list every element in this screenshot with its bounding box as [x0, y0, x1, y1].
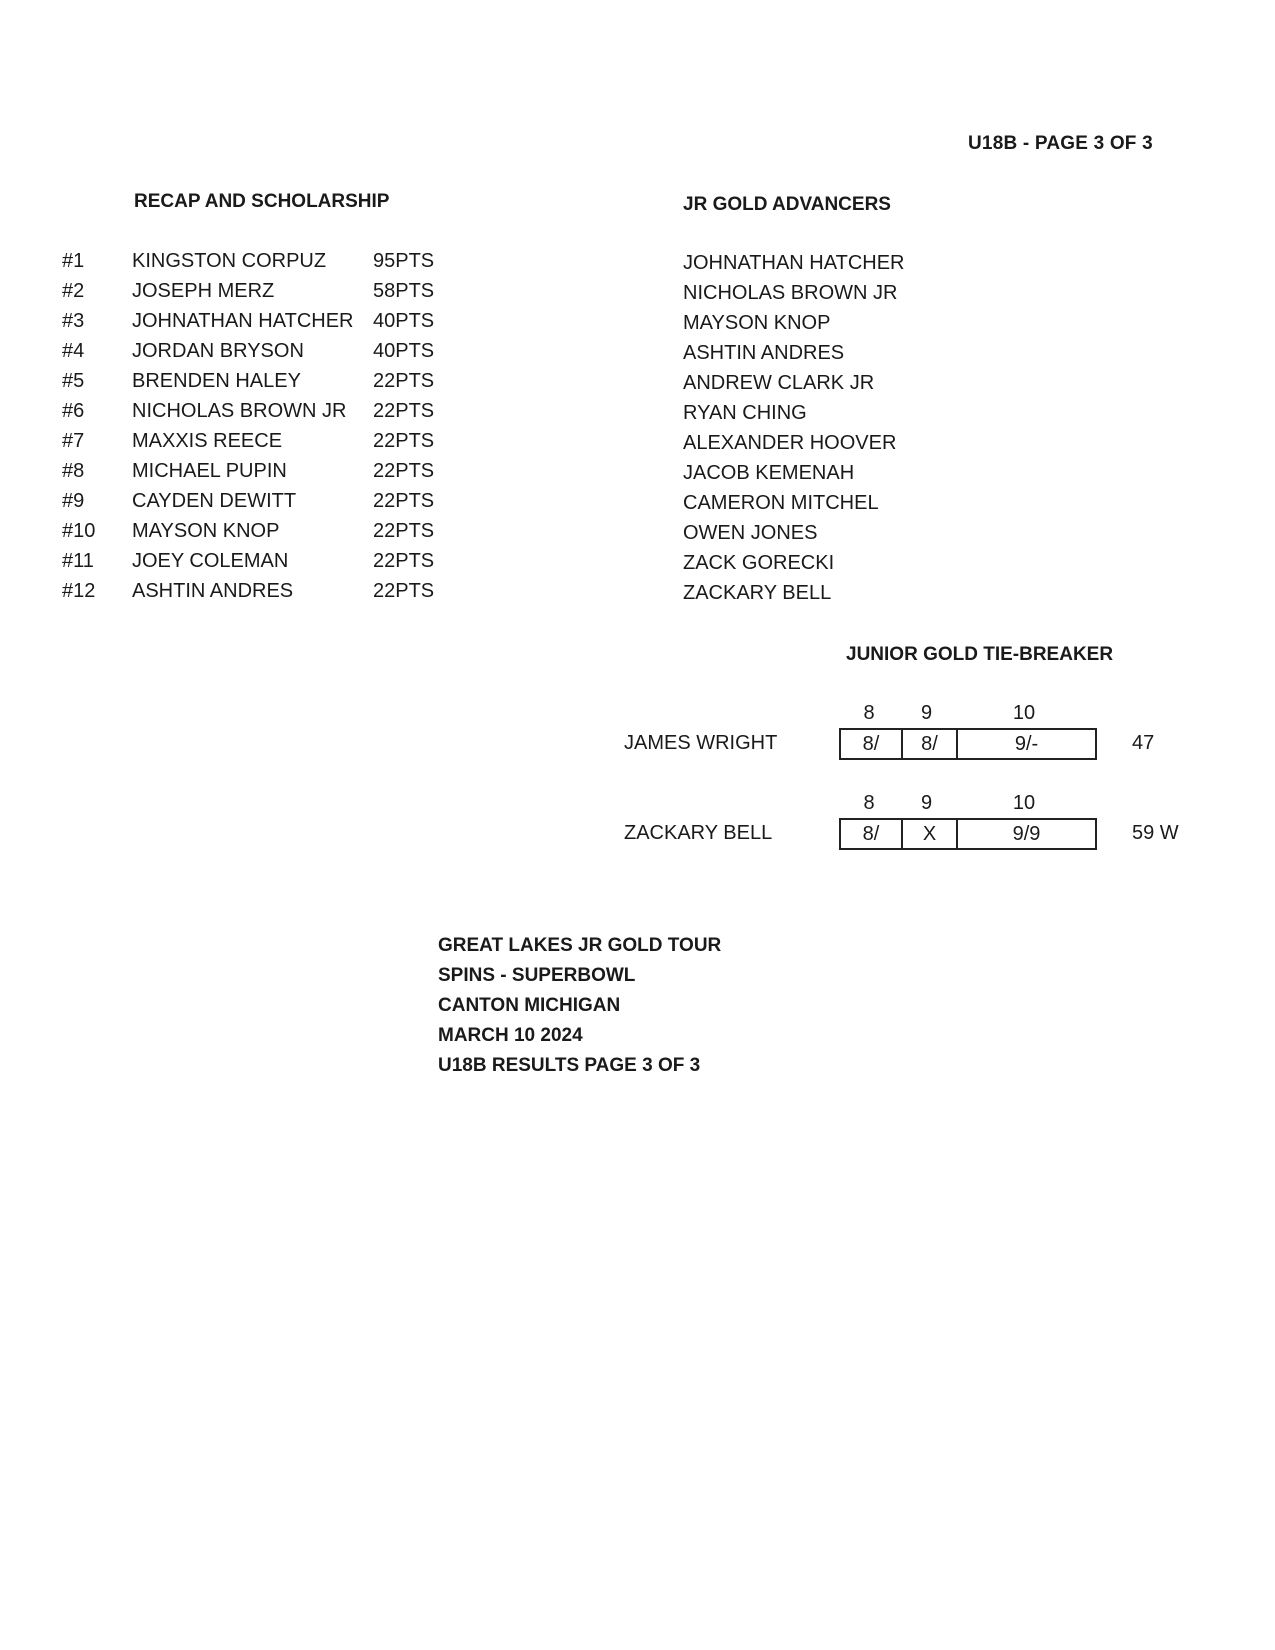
recap-name: NICHOLAS BROWN JR — [132, 400, 347, 422]
recap-name: MICHAEL PUPIN — [132, 460, 287, 482]
frame-score: 8/ — [841, 820, 903, 848]
advancer-name: JACOB KEMENAH — [683, 462, 855, 484]
recap-rank: #9 — [62, 490, 85, 512]
frame-score: 8/ — [903, 730, 958, 758]
recap-points: 40PTS — [373, 340, 435, 362]
recap-row — [62, 580, 482, 610]
advancer-name: ANDREW CLARK JR — [683, 372, 875, 394]
recap-rank: #1 — [62, 250, 85, 272]
event-info-line: MARCH 10 2024 — [438, 1025, 583, 1046]
frame-score: 8/ — [841, 730, 903, 758]
recap-row — [62, 550, 482, 580]
recap-rank: #11 — [62, 550, 94, 572]
recap-rank: #5 — [62, 370, 85, 392]
recap-name: MAYSON KNOP — [132, 520, 280, 542]
event-info — [438, 935, 721, 1085]
frame-score: 9/- — [1014, 733, 1039, 755]
recap-points: 22PTS — [373, 550, 435, 572]
frame-number: 8 — [863, 792, 875, 814]
recap-row — [62, 370, 482, 400]
recap-row — [62, 460, 482, 490]
advancer-name: MAYSON KNOP — [683, 312, 831, 334]
tiebreaker-entry — [624, 792, 1184, 852]
recap-row — [62, 490, 482, 520]
bowler-name: JAMES WRIGHT — [624, 732, 778, 754]
advancer-name: OWEN JONES — [683, 522, 818, 544]
recap-name: JOEY COLEMAN — [132, 550, 289, 572]
recap-points: 22PTS — [373, 370, 435, 392]
frame-number: 9 — [920, 792, 933, 814]
event-info-line: CANTON MICHIGAN — [438, 995, 621, 1016]
tiebreaker-title: JUNIOR GOLD TIE-BREAKER — [846, 644, 1114, 665]
recap-name: JOHNATHAN HATCHER — [132, 310, 354, 332]
recap-points: 58PTS — [373, 280, 435, 302]
event-info-line: GREAT LAKES JR GOLD TOUR — [438, 935, 722, 956]
recap-list — [62, 250, 482, 610]
frame-score: 9/9 — [1012, 823, 1041, 845]
score-box — [839, 728, 1097, 760]
recap-name: JOSEPH MERZ — [132, 280, 275, 302]
recap-row — [62, 430, 482, 460]
recap-points: 40PTS — [373, 310, 435, 332]
recap-rank: #4 — [62, 340, 85, 362]
recap-points: 22PTS — [373, 580, 435, 602]
recap-row — [62, 400, 482, 430]
advancer-name: NICHOLAS BROWN JR — [683, 282, 898, 304]
frame-number: 9 — [920, 702, 933, 724]
recap-points: 22PTS — [373, 490, 435, 512]
recap-name: KINGSTON CORPUZ — [132, 250, 327, 272]
recap-points: 22PTS — [373, 430, 435, 452]
advancer-name: ZACK GORECKI — [683, 552, 835, 574]
advancers-title: JR GOLD ADVANCERS — [683, 194, 891, 215]
recap-name: JORDAN BRYSON — [132, 340, 304, 362]
frame-number: 10 — [1012, 792, 1036, 814]
recap-rank: #8 — [62, 460, 85, 482]
total-score: 59 W — [1132, 822, 1179, 844]
recap-points: 22PTS — [373, 400, 435, 422]
recap-points: 95PTS — [373, 250, 435, 272]
recap-name: CAYDEN DEWITT — [132, 490, 297, 512]
recap-name: MAXXIS REECE — [132, 430, 283, 452]
recap-row — [62, 280, 482, 310]
event-info-line: SPINS - SUPERBOWL — [438, 965, 636, 986]
page-header-label: U18B - PAGE 3 OF 3 — [968, 133, 1153, 154]
recap-rank: #6 — [62, 400, 85, 422]
recap-row — [62, 250, 482, 280]
advancer-name: RYAN CHING — [683, 402, 807, 424]
score-box — [839, 818, 1097, 850]
event-info-line: U18B RESULTS PAGE 3 OF 3 — [438, 1055, 701, 1076]
advancer-name: CAMERON MITCHEL — [683, 492, 879, 514]
recap-title: RECAP AND SCHOLARSHIP — [134, 191, 390, 212]
recap-name: BRENDEN HALEY — [132, 370, 301, 392]
recap-rank: #12 — [62, 580, 96, 602]
frame-number: 8 — [863, 702, 875, 724]
tiebreaker-entry — [624, 702, 1184, 762]
recap-name: ASHTIN ANDRES — [132, 580, 294, 602]
recap-rank: #10 — [62, 520, 96, 542]
frame-number: 10 — [1012, 702, 1036, 724]
advancer-name: JOHNATHAN HATCHER — [683, 252, 905, 274]
recap-rank: #2 — [62, 280, 85, 302]
recap-row — [62, 520, 482, 550]
recap-rank: #3 — [62, 310, 85, 332]
total-score: 47 — [1132, 732, 1155, 754]
recap-points: 22PTS — [373, 520, 435, 542]
advancer-name: ALEXANDER HOOVER — [683, 432, 897, 454]
advancer-name: ZACKARY BELL — [683, 582, 832, 604]
bowler-name: ZACKARY BELL — [624, 822, 773, 844]
recap-row — [62, 340, 482, 370]
recap-points: 22PTS — [373, 460, 435, 482]
recap-row — [62, 310, 482, 340]
recap-rank: #7 — [62, 430, 85, 452]
frame-score: X — [903, 820, 958, 848]
advancer-name: ASHTIN ANDRES — [683, 342, 845, 364]
advancers-list — [683, 252, 1083, 612]
